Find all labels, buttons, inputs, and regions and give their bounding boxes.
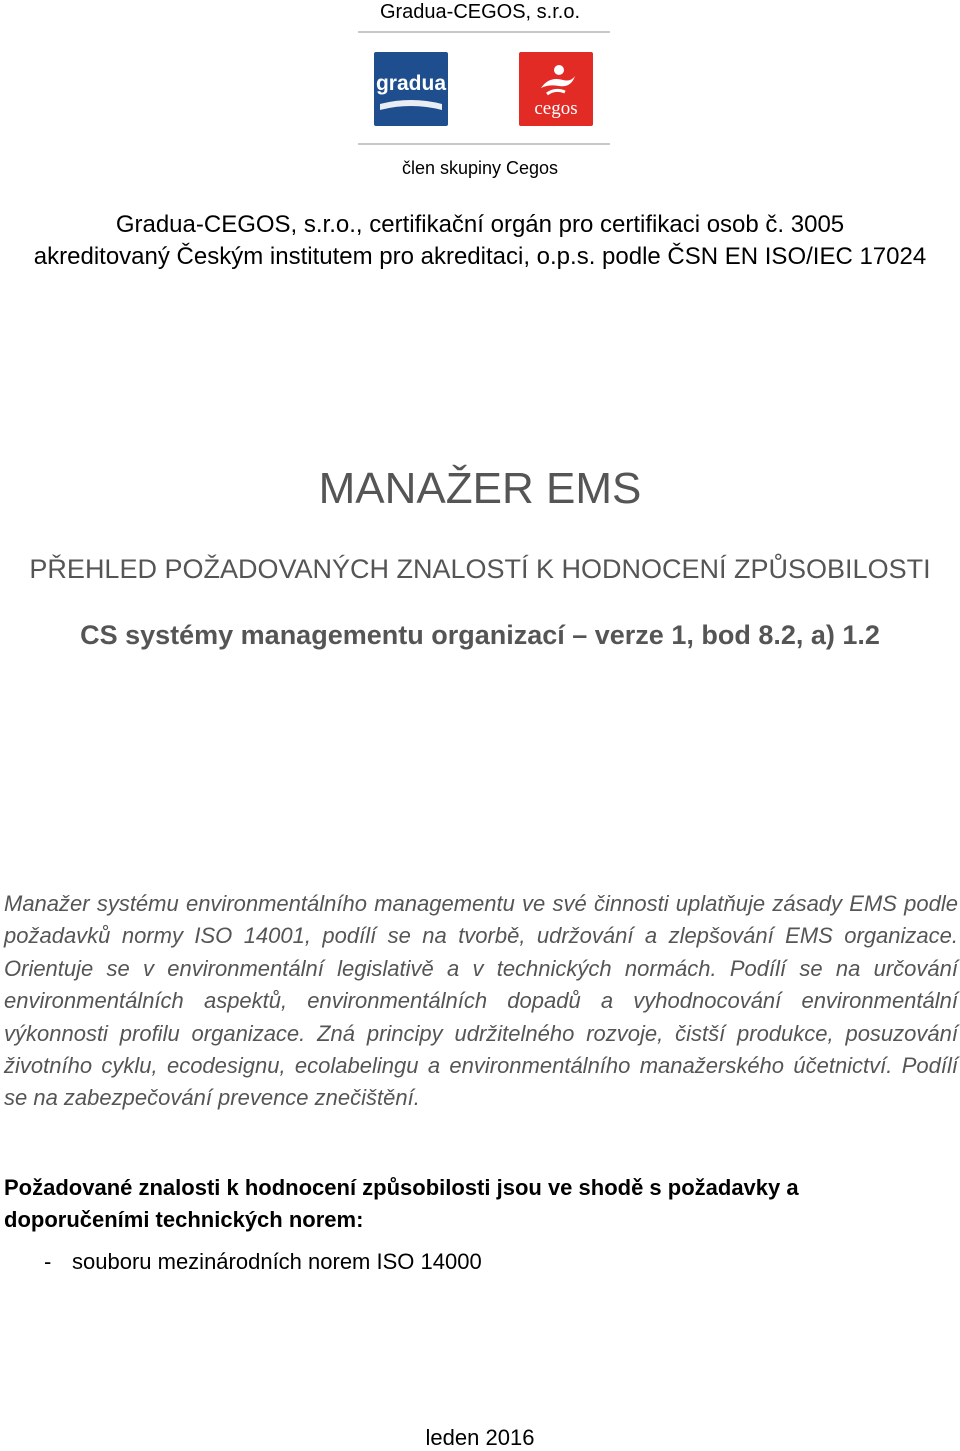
gradua-logo-icon bbox=[374, 52, 448, 126]
role-description: Manažer systému environmentálního managementu ve své činnosti uplatňuje zásady EMS podle požadavků normy ISO 14001, podílí se na tvorbě, udržování a zlepšování EMS organizace. Orientuje se v environmentální legislativě a v technických normách. Podílí se na určování environmentálních aspektů, environmentálních dopadů a vyhodnocování environmentální výkonnosti profilu organizace. Zná principy udržitelného rozvoje, čistší produkce, posuzování životního cyklu, ecodesignu, ecolabelingu a environmentálního manažerského účetnictví. Podílí se na zabezpečování prevence znečištění. bbox=[4, 891, 958, 1111]
cegos-logo-icon bbox=[519, 52, 593, 126]
divider-bottom bbox=[358, 143, 610, 145]
accreditation-line-1: Gradua-CEGOS, s.r.o., certifikační orgán pro certifikaci osob č. 3005 bbox=[115, 211, 845, 238]
list-bullet: - bbox=[44, 1249, 52, 1274]
document-date: leden 2016 bbox=[425, 1425, 535, 1450]
document-subtitle: PŘEHLED POŽADOVANÝCH ZNALOSTÍ K HODNOCENÍ ZPŮSOBILOSTI bbox=[29, 554, 931, 584]
gradua-logo-text: gradua bbox=[375, 72, 447, 95]
cegos-logo-text: cegos bbox=[534, 98, 578, 119]
accreditation-line-2: akreditovaný Českým institutem pro akreditaci, o.p.s. podle ČSN EN ISO/IEC 17024 bbox=[33, 243, 927, 270]
member-of-group: člen skupiny Cegos bbox=[401, 158, 559, 178]
knowledge-heading: Požadované znalosti k hodnocení způsobilosti jsou ve shodě s požadavky a doporučeními technických norem: bbox=[4, 1175, 799, 1232]
norm-text: souboru mezinárodních norem ISO 14000 bbox=[72, 1249, 482, 1274]
company-name: Gradua-CEGOS, s.r.o. bbox=[379, 1, 581, 23]
document-title: MANAŽER EMS bbox=[318, 464, 642, 513]
list-item bbox=[44, 1246, 744, 1278]
certification-scheme: CS systémy managementu organizací – verze 1, bod 8.2, a) 1.2 bbox=[80, 620, 880, 650]
divider-top bbox=[358, 31, 610, 33]
